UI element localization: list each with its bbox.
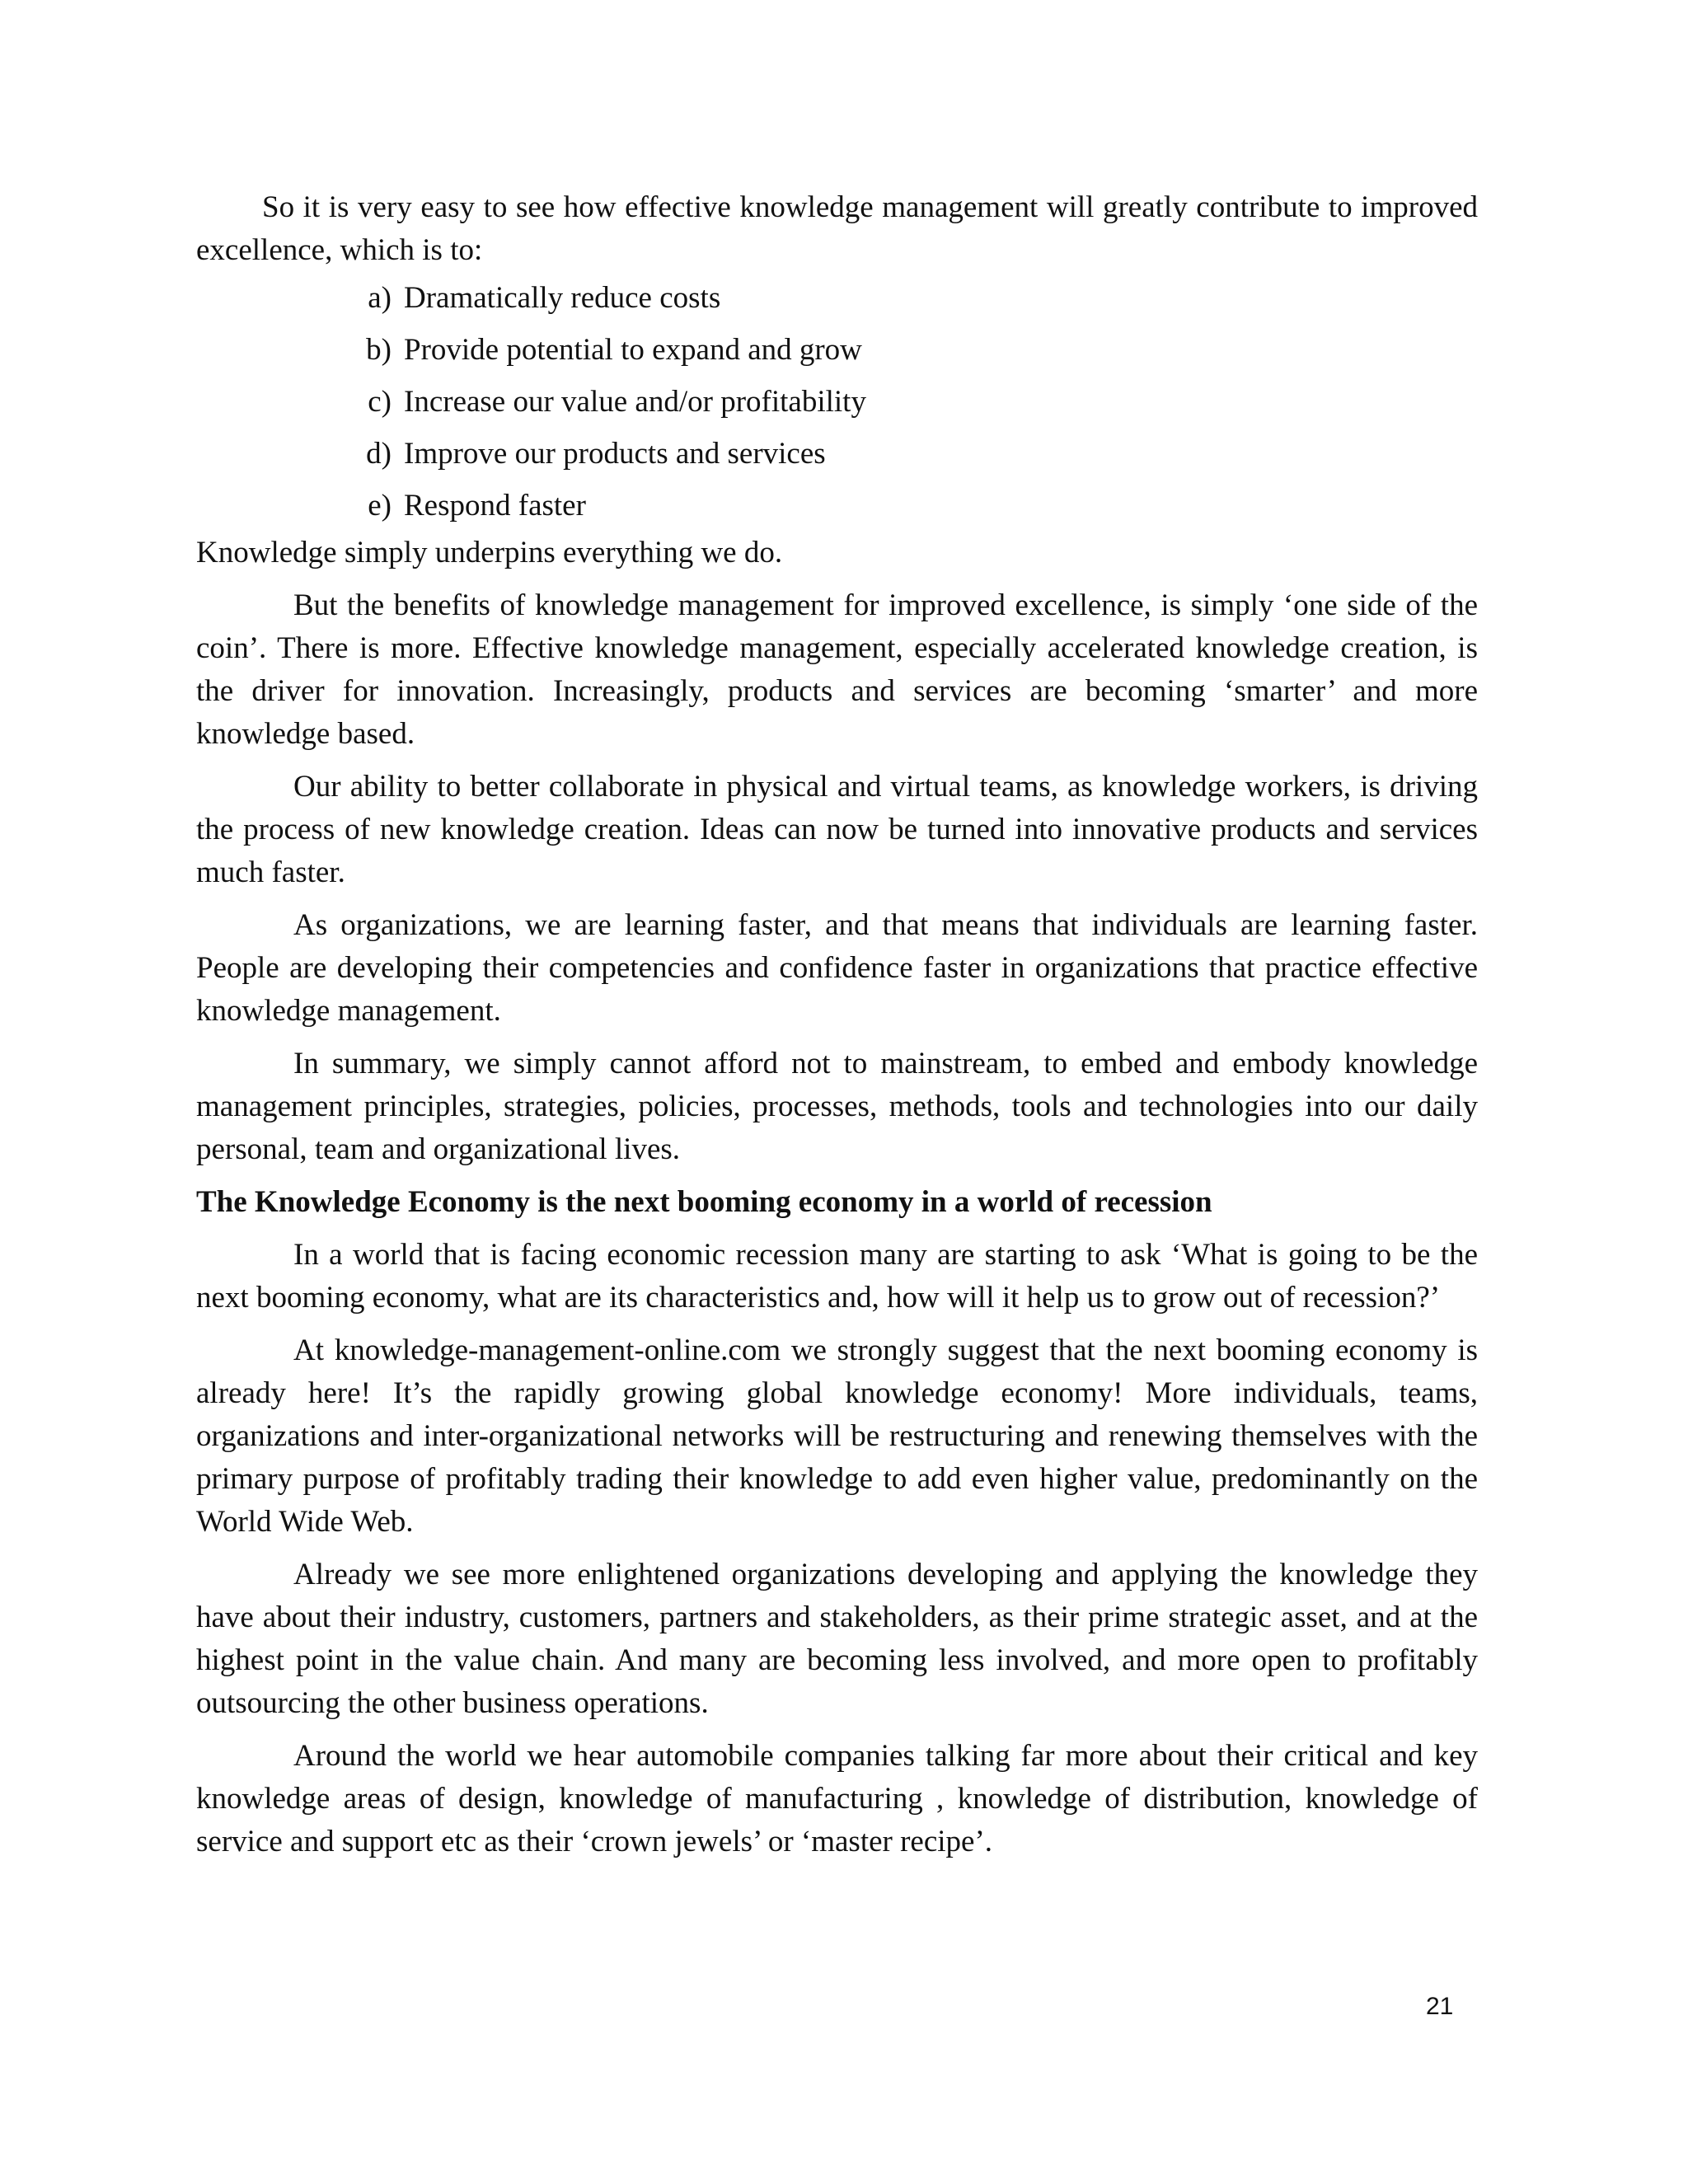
underpins-line: Knowledge simply underpins everything we do.	[196, 536, 783, 569]
list-item	[342, 428, 1478, 480]
paragraph: Our ability to better collaborate in physical and virtual teams, as knowledge workers, is driving the process of new knowledge creation. Ideas can now be turned into innovative products and services much faster.	[196, 770, 1478, 889]
list-item	[342, 480, 1478, 532]
list-item-text: Improve our products and services	[404, 437, 826, 471]
list-marker: c)	[368, 385, 392, 419]
paragraph: In summary, we simply cannot afford not to mainstream, to embed and embody knowledge management principles, strategies, policies, processes, methods, tools and technologies into our daily personal, team and organizational lives.	[196, 1047, 1478, 1166]
paragraph-gap	[196, 1033, 1478, 1043]
list-item-text: Respond faster	[404, 489, 586, 523]
paragraph: Already we see more enlightened organizations developing and applying the knowledge they have about their industry, customers, partners and stakeholders, as their prime strategic asset, and at the highest point in the value chain. And many are becoming less involved, and more open to profitably outsourcing the other business operations.	[196, 1558, 1478, 1720]
paragraph: As organizations, we are learning faster, and that means that individuals are learning faster. People are developing their competencies and confidence faster in organizations that practice effective knowledge management.	[196, 908, 1478, 1028]
paragraph: But the benefits of knowledge management for improved excellence, is simply ‘one side of the coin’. There is more. Effective knowledge management, especially accelerated knowledge creation, is the driver for innovation. Increasingly, products and services are becoming ‘smarter’ and more knowledge based.	[196, 588, 1478, 751]
list-marker: b)	[366, 333, 392, 367]
paragraph-gap	[196, 894, 1478, 904]
intro-paragraph: So it is very easy to see how effective knowledge management will greatly contribute to improved excellence, which is to:	[196, 190, 1478, 267]
list-item-text: Dramatically reduce costs	[404, 281, 721, 315]
benefits-list	[342, 272, 1478, 532]
list-marker: a)	[368, 281, 392, 315]
paragraph: At knowledge-management-online.com we strongly suggest that the next booming economy is already here! It’s the rapidly growing global knowledge economy! More individuals, teams, organizations and inter-organizational networks will be restructuring and renewing themselves with the primary purpose of profitably trading their knowledge to add even higher value, predominantly on the World Wide Web.	[196, 1333, 1478, 1539]
page-number: 21	[1426, 1993, 1454, 2020]
paragraph-gap	[196, 1544, 1478, 1554]
paragraph-gap	[196, 1224, 1478, 1234]
paragraph-gap	[196, 1725, 1478, 1735]
list-item	[342, 376, 1478, 428]
paragraph-gap	[196, 1319, 1478, 1329]
list-marker: e)	[368, 489, 392, 523]
section-heading: The Knowledge Economy is the next booming economy in a world of recession	[196, 1185, 1212, 1219]
list-item	[342, 272, 1478, 324]
paragraph: In a world that is facing economic recession many are starting to ask ‘What is going to be the next booming economy, what are its characteristics and, how will it help us to grow out of recession?’	[196, 1238, 1478, 1315]
list-marker: d)	[366, 437, 392, 471]
paragraph-gap	[196, 1171, 1478, 1181]
paragraph: Around the world we hear automobile companies talking far more about their critical and key knowledge areas of design, knowledge of manufacturing , knowledge of distribution, knowledge of service and support etc as their ‘crown jewels’ or ‘master recipe’.	[196, 1739, 1478, 1858]
list-item-text: Increase our value and/or profitability	[404, 385, 866, 419]
body-text	[196, 186, 1478, 1863]
paragraph-gap	[196, 756, 1478, 766]
list-item-text: Provide potential to expand and grow	[404, 333, 862, 367]
list-item	[342, 324, 1478, 376]
paragraph-gap	[196, 574, 1478, 584]
